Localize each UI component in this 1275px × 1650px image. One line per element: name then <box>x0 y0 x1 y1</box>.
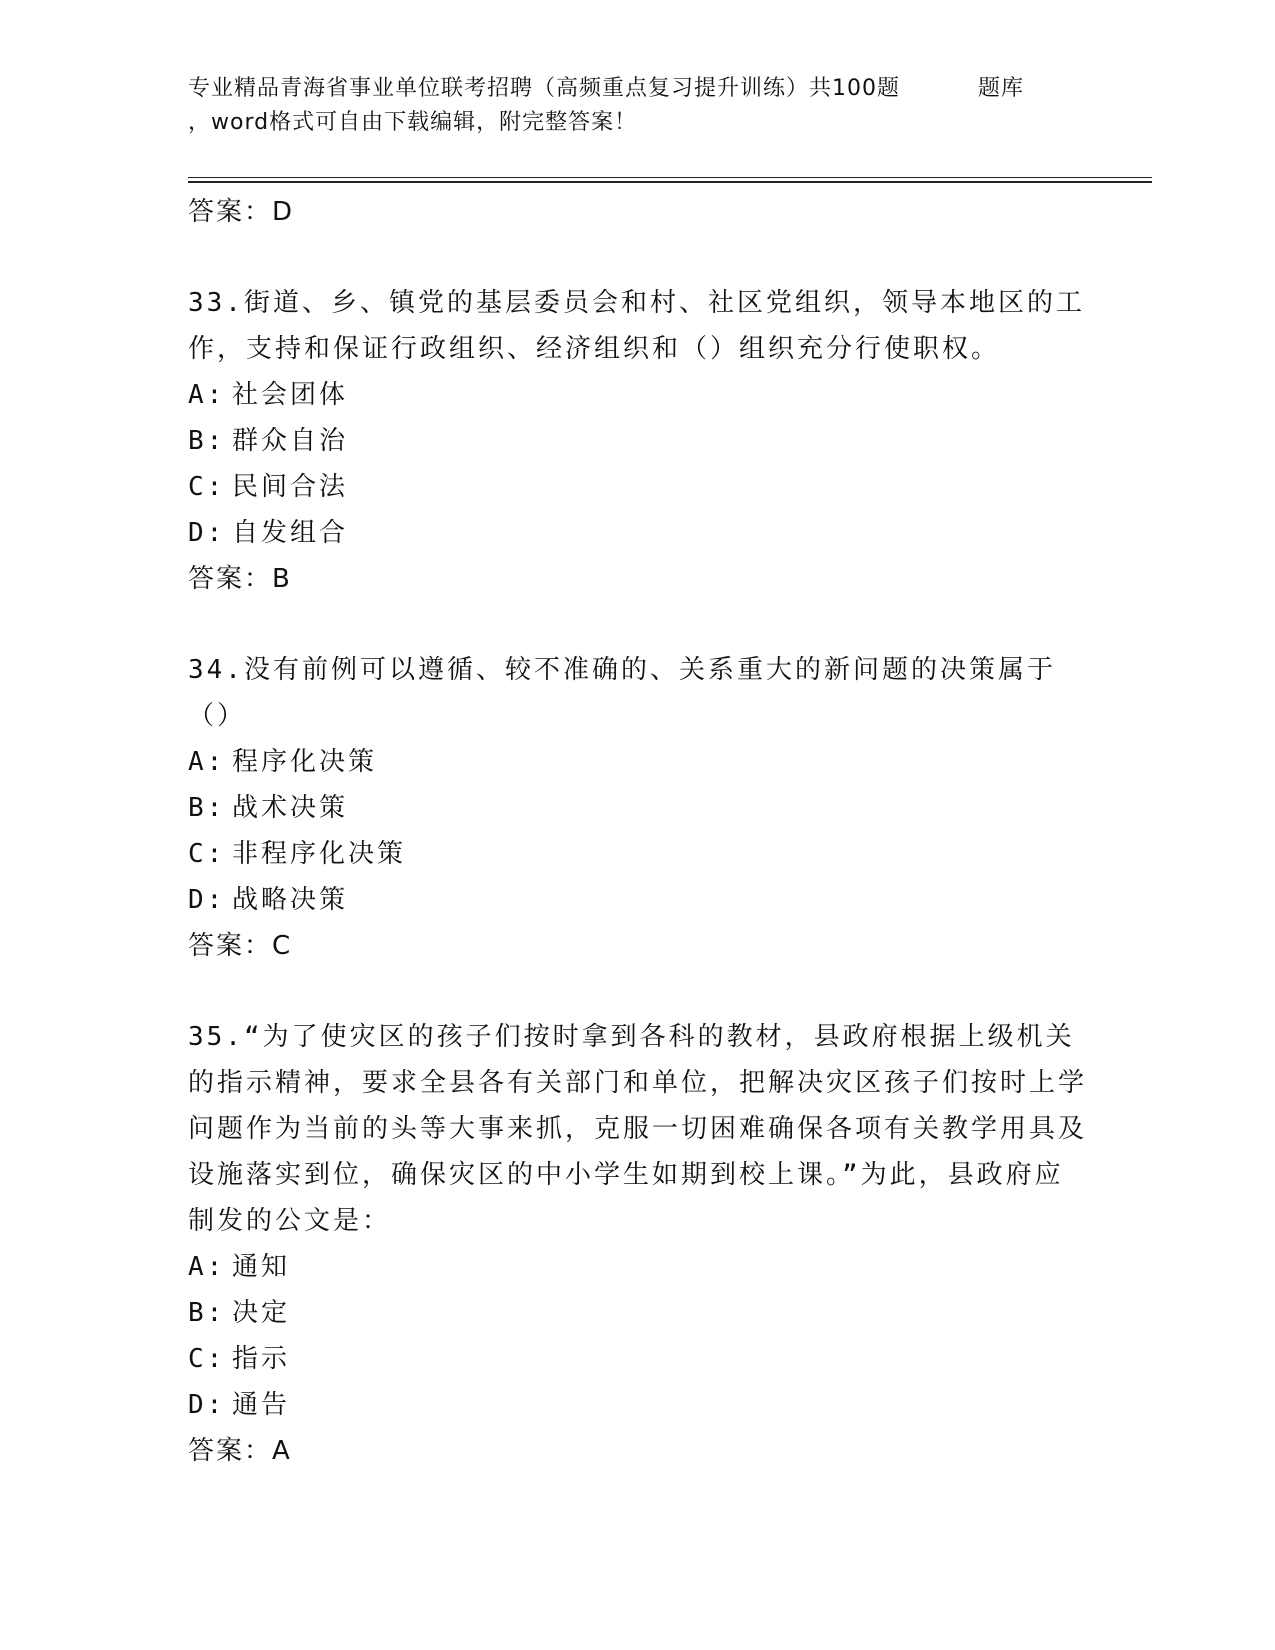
option-key: A: <box>188 380 226 410</box>
option-key: D: <box>188 885 226 915</box>
option-key: C: <box>188 472 226 502</box>
spacer <box>188 235 1088 280</box>
option-key: C: <box>188 839 226 869</box>
option-text: 非程序化决策 <box>232 839 407 869</box>
answer-line: 答案：D <box>188 197 295 227</box>
header-tag: 题库 <box>978 76 1025 101</box>
option-d <box>188 510 1088 556</box>
option-key: C: <box>188 1344 226 1374</box>
header-subtitle: ，word格式可自由下载编辑，附完整答案！ <box>188 110 638 135</box>
answer-line: 答案：C <box>188 931 293 961</box>
option-key: B: <box>188 426 226 456</box>
option-b <box>188 1290 1088 1336</box>
option-text: 社会团体 <box>232 380 349 410</box>
answer-line: 答案：B <box>188 564 292 594</box>
option-text: 民间合法 <box>232 472 349 502</box>
question-stem: 34.没有前例可以遵循、较不准确的、关系重大的新问题的决策属于（） <box>188 655 1056 731</box>
option-a <box>188 372 1088 418</box>
option-a <box>188 1244 1088 1290</box>
option-d <box>188 1382 1088 1428</box>
option-key: D: <box>188 518 226 548</box>
option-key: B: <box>188 1298 226 1328</box>
option-c <box>188 1336 1088 1382</box>
option-c <box>188 464 1088 510</box>
option-key: B: <box>188 793 226 823</box>
header-rule-top <box>188 177 1152 178</box>
header-title: 专业精品青海省事业单位联考招聘（高频重点复习提升训练）共100题 <box>188 76 900 101</box>
question-stem: 35.“为了使灾区的孩子们按时拿到各科的教材，县政府根据上级机关的指示精神，要求全县各有关部门和单位，把解决灾区孩子们按时上学问题作为当前的头等大事来抓，克服一切困难确保各项有关教学用具及设施落实到位，确保灾区的中小学生如期到校上课。”为此，县政府应制发的公文是： <box>188 1022 1088 1236</box>
question-list <box>188 189 1088 1474</box>
option-text: 通知 <box>232 1252 291 1282</box>
option-text: 战略决策 <box>232 885 349 915</box>
option-key: A: <box>188 747 226 777</box>
question-item <box>188 1014 1088 1474</box>
option-d <box>188 877 1088 923</box>
option-text: 自发组合 <box>232 518 349 548</box>
answer-line: 答案：A <box>188 1436 292 1466</box>
question-stem: 33.街道、乡、镇党的基层委员会和村、社区党组织，领导本地区的工作，支持和保证行政组织、经济组织和（）组织充分行使职权。 <box>188 288 1085 364</box>
spacer <box>188 602 1088 647</box>
option-text: 通告 <box>232 1390 291 1420</box>
question-item <box>188 280 1088 602</box>
option-key: D: <box>188 1390 226 1420</box>
option-text: 程序化决策 <box>232 747 378 777</box>
option-text: 群众自治 <box>232 426 349 456</box>
option-text: 指示 <box>232 1344 291 1374</box>
header-line <box>188 72 1088 106</box>
option-c <box>188 831 1088 877</box>
question-item <box>188 647 1088 969</box>
option-a <box>188 739 1088 785</box>
page-header <box>188 72 1088 140</box>
option-text: 决定 <box>232 1298 291 1328</box>
header-rule-bottom <box>188 181 1152 183</box>
option-text: 战术决策 <box>232 793 349 823</box>
option-b <box>188 418 1088 464</box>
spacer <box>188 969 1088 1014</box>
option-key: A: <box>188 1252 226 1282</box>
option-b <box>188 785 1088 831</box>
